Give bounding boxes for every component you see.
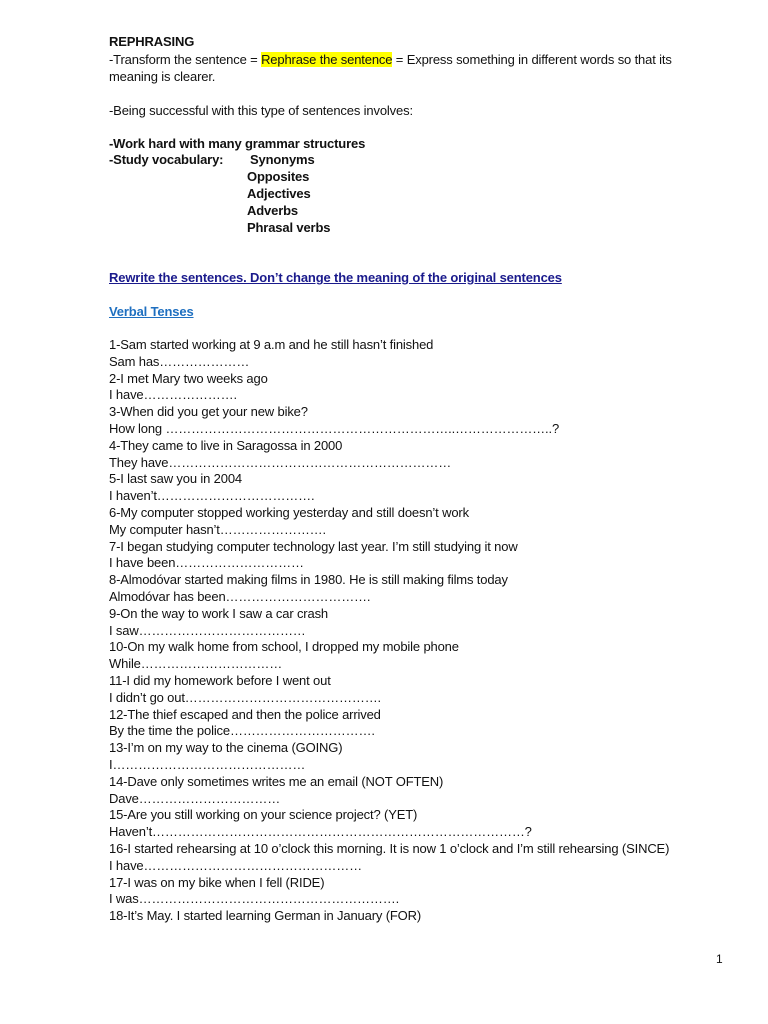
exercise-answer-blank: I haven’t……………………………….: [109, 488, 315, 504]
bullet-vocabulary: -Study vocabulary:: [109, 152, 224, 167]
exercise-question: 4-They came to live in Saragossa in 2000: [109, 437, 343, 453]
exercise-answer-blank: I have been…………………………: [109, 555, 304, 571]
exercise-answer-blank: Haven’t……………………………………………………………………………?: [109, 824, 532, 840]
intro-line: -Being successful with this type of sentences involves:: [109, 103, 413, 118]
vocab-item: Adverbs: [247, 203, 298, 218]
exercise-question: 11-I did my homework before I went out: [109, 673, 331, 688]
exercise-question: 10-On my walk home from school, I dropped my mobile phone: [109, 639, 459, 655]
definition-line-2: meaning is clearer.: [109, 69, 216, 84]
vocab-item: Adjectives: [247, 186, 311, 201]
exercise-question: 3-When did you get your new bike?: [109, 404, 308, 420]
exercise-question: 8-Almodóvar started making films in 1980. He is still making films today: [109, 572, 508, 588]
vocab-item: Phrasal verbs: [247, 220, 331, 235]
exercise-answer-blank: Dave……………………………: [109, 790, 281, 806]
exercise-question: 5-I last saw you in 2004: [109, 471, 242, 487]
exercise-question: 17-I was on my bike when I fell (RIDE): [109, 874, 325, 890]
exercise-question: 16-I started rehearsing at 10 o’clock this morning. It is now 1 o’clock and I’m still rehearsing (SINCE): [109, 841, 670, 856]
exercise-answer-blank: I have……………………………………………: [109, 857, 362, 873]
definition-line: [109, 52, 672, 68]
vocab-item: Opposites: [247, 169, 310, 184]
section-title: Verbal Tenses: [109, 304, 194, 319]
exercise-question: 15-Are you still working on your science project? (YET): [109, 807, 418, 823]
exercise-answer-blank: While……………………………: [109, 656, 283, 672]
exercise-answer-blank: My computer hasn’t…………………….: [109, 521, 326, 537]
exercise-answer-blank: I saw…………………………………: [109, 622, 306, 638]
exercise-question: 12-The thief escaped and then the police arrived: [109, 706, 381, 722]
exercise-question: 1-Sam started working at 9 a.m and he still hasn’t finished: [109, 337, 434, 352]
exercise-answer-blank: I have………………….: [109, 387, 237, 403]
exercise-answer-blank: I didn’t go out……………………………………….: [109, 689, 382, 705]
document-title: REPHRASING: [109, 34, 195, 49]
exercise-question: 9-On the way to work I saw a car crash: [109, 605, 328, 621]
exercise-answer-blank: Sam has…………………: [109, 353, 250, 369]
exercise-answer-blank: They have…………………………………………………………: [109, 454, 452, 470]
exercise-question: 13-I’m on my way to the cinema (GOING): [109, 740, 343, 756]
highlighted-phrase: Rephrase the sentence: [261, 52, 393, 67]
exercise-question: 2-I met Mary two weeks ago: [109, 370, 268, 386]
instructions-heading: Rewrite the sentences. Don’t change the meaning of the original sentences: [109, 270, 562, 285]
definition-text-a: -Transform the sentence =: [109, 52, 262, 67]
definition-text-b: = Express something in different words so that its: [392, 52, 672, 67]
exercise-answer-blank: I………………………………………: [109, 757, 306, 772]
exercise-question: 6-My computer stopped working yesterday and still doesn’t work: [109, 505, 469, 520]
bullet-grammar: -Work hard with many grammar structures: [109, 136, 366, 151]
exercise-question: 7-I began studying computer technology last year. I’m still studying it now: [109, 538, 518, 554]
vocab-item: Synonyms: [250, 152, 315, 167]
exercise-answer-blank: Almodóvar has been…………………………….: [109, 589, 371, 604]
exercise-answer-blank: I was…………………………………………………….: [109, 891, 400, 907]
exercise-answer-blank: By the time the police…………………………….: [109, 723, 375, 739]
page-number: 1: [716, 952, 723, 966]
exercise-question: 14-Dave only sometimes writes me an email (NOT OFTEN): [109, 773, 444, 789]
exercise-answer-blank: How long …………………………………………………………..…………………..?: [109, 421, 560, 436]
exercise-question: 18-It’s May. I started learning German in January (FOR): [109, 908, 422, 924]
